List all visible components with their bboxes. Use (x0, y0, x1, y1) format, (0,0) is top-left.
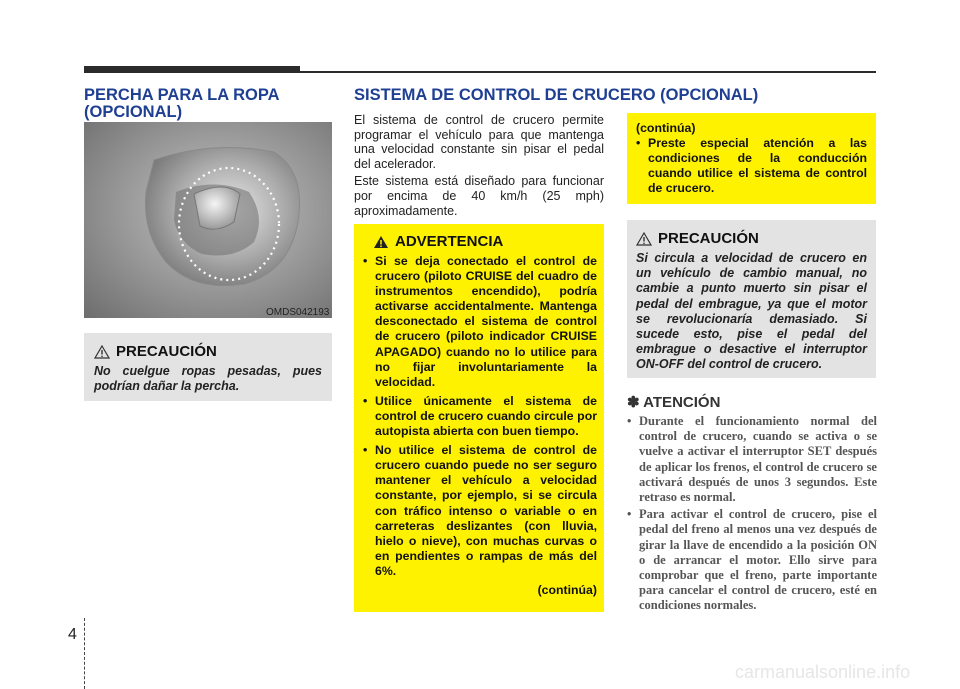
warning-item: • Si se deja conectado el control de crucero (piloto CRUISE del cuadro de instrumentos encendido), podría activarse accidentalmente. Mantenga desconectado el sistema de control de crucero (piloto indicador CRUISE APAGADO) cuando no lo utilice para no fijar involuntariamente la velocidad. (363, 254, 597, 390)
warning-item: • Utilice únicamente el sistema de control de crucero cuando circule por autopista abierta con buen tiempo. (363, 394, 597, 439)
attention-section (627, 393, 877, 618)
attention-item: • Durante el funcionamiento normal del control de crucero, cuando se activa o se vuelve a activar el interruptor SET después de aplicar los frenos, el control de crucero se activará después de unos 3 segundos. Este retraso es normal. (627, 414, 877, 505)
continued-list (636, 136, 867, 196)
warning-item: • No utilice el sistema de control de crucero cuando puede no ser seguro mantener el vehículo a velocidad constante, por ejemplo, si se circula con tráfico intenso o variable o en carreteras deslizantes (con lluvia, hielo o nieve), con muchas curvas o en pendientes o rampas de más del 6%. (363, 443, 597, 579)
attention-list (627, 414, 877, 614)
section-title-cruise-control: SISTEMA DE CONTROL DE CRUCERO (OPCIONAL) (354, 86, 759, 104)
photo-code: OMDS042193 (266, 307, 330, 318)
caution-triangle-icon (94, 345, 110, 359)
continued-item: • Preste especial atención a las condiciones de la conducción cuando utilice el sistema de control de crucero. (636, 136, 867, 196)
intro-text (354, 113, 604, 218)
caution-heading-right (636, 230, 867, 247)
clothes-hanger-illustration (84, 122, 332, 318)
continued-box (627, 113, 876, 204)
warning-continued: (continúa) (537, 582, 597, 597)
warning-heading-text: ADVERTENCIA (395, 233, 504, 250)
caution-heading (94, 343, 322, 360)
section-title-clothes-hanger: PERCHA PARA LA ROPA (OPCIONAL) (84, 86, 279, 121)
intro-paragraph-1: El sistema de control de crucero permite programar el vehículo para que mantenga una velocidad constante sin pisar el pedal del acelerador. (354, 113, 604, 171)
clothes-hanger-photo (84, 122, 332, 318)
warning-heading (373, 233, 597, 250)
caution-text: No cuelgue ropas pesadas, pues podrían dañar la percha. (94, 364, 322, 394)
warning-triangle-icon (373, 235, 389, 249)
continued-heading: (continúa) (636, 121, 696, 135)
intro-paragraph-2: Este sistema está diseñado para funcionar por encima de 40 km/h (25 mph) aproximadamente. (354, 174, 604, 218)
warning-box (354, 224, 604, 612)
warning-list (363, 254, 597, 579)
page-number: 4 (68, 626, 77, 643)
header-rule-thin (84, 71, 876, 73)
page-margin-rule (84, 618, 85, 689)
caution-triangle-icon (636, 232, 652, 246)
caution-heading-text: PRECAUCIÓN (116, 343, 217, 360)
caution-box-right (627, 220, 876, 378)
attention-item: • Para activar el control de crucero, pise el pedal del freno al menos una vez después de girar la llave de encendido a la posición ON o de arrancar el motor. Ello sirve para comprobar que el freno, parte importante para cancelar el control de crucero, esté en condiciones normales. (627, 507, 877, 613)
caution-box-left (84, 333, 332, 401)
footer-watermark: carmanualsonline.info (735, 662, 911, 682)
caution-text-right: Si circula a velocidad de crucero en un vehículo de cambio manual, no cambie a punto muerto sin pisar el pedal del embrague, ya que el motor se revolucionaría demasiado. Si sucede esto, pise el pedal del embrague o desactive el interruptor ON-OFF del control de crucero. (636, 251, 867, 372)
caution-heading-text: PRECAUCIÓN (658, 230, 759, 247)
attention-heading: ✽ ATENCIÓN (627, 394, 721, 411)
